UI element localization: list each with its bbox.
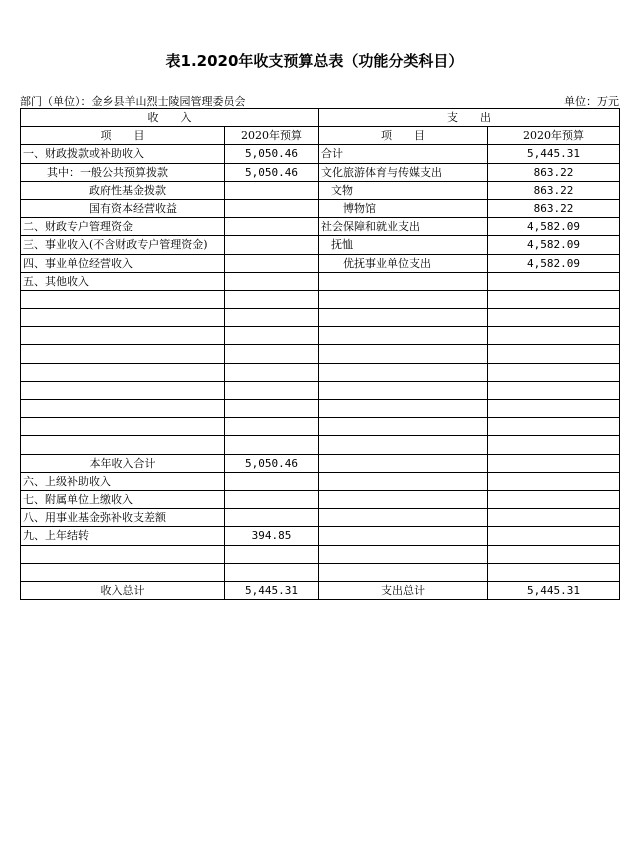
header-row-columns: [21, 127, 620, 145]
income-budget-cell: [225, 272, 319, 290]
expense-item-cell: [319, 509, 488, 527]
expense-item-cell: [319, 490, 488, 508]
income-budget-header: 2020年预算: [225, 127, 319, 145]
header-row-sections: [21, 109, 620, 127]
table-meta: [20, 93, 619, 109]
expense-item-cell: 抚恤: [319, 236, 488, 254]
expense-budget-cell: [488, 418, 620, 436]
expense-item-cell: [319, 436, 488, 454]
table-row: [21, 581, 620, 599]
table-row: [21, 490, 620, 508]
income-budget-cell: [225, 218, 319, 236]
income-budget-cell: [225, 400, 319, 418]
expense-item-cell: 博物馆: [319, 199, 488, 217]
income-item-cell: 九、上年结转: [21, 527, 225, 545]
income-item-cell: [21, 345, 225, 363]
expense-item-cell: 社会保障和就业支出: [319, 218, 488, 236]
expense-item-cell: 合计: [319, 145, 488, 163]
expense-item-cell: 优抚事业单位支出: [319, 254, 488, 272]
income-item-cell: [21, 309, 225, 327]
expense-budget-cell: [488, 309, 620, 327]
income-budget-cell: [225, 472, 319, 490]
income-item-cell: [21, 363, 225, 381]
expense-budget-cell: 863.22: [488, 181, 620, 199]
expense-item-cell: 文化旅游体育与传媒支出: [319, 163, 488, 181]
table-row: [21, 272, 620, 290]
income-budget-cell: [225, 254, 319, 272]
income-budget-cell: 5,050.46: [225, 454, 319, 472]
expense-budget-header: 2020年预算: [488, 127, 620, 145]
table-row: [21, 290, 620, 308]
expense-budget-cell: 863.22: [488, 163, 620, 181]
table-row: [21, 545, 620, 563]
table-row: [21, 381, 620, 399]
expense-budget-cell: 863.22: [488, 199, 620, 217]
income-budget-cell: 394.85: [225, 527, 319, 545]
expense-budget-cell: 4,582.09: [488, 254, 620, 272]
expense-item-cell: [319, 345, 488, 363]
expense-budget-cell: [488, 272, 620, 290]
income-item-cell: [21, 400, 225, 418]
expense-item-cell: [319, 527, 488, 545]
expense-item-cell: [319, 363, 488, 381]
income-item-cell: 一、财政拨款或补助收入: [21, 145, 225, 163]
income-item-cell: [21, 563, 225, 581]
income-item-cell: 国有资本经营收益: [21, 199, 225, 217]
table-row: [21, 327, 620, 345]
expense-budget-cell: [488, 454, 620, 472]
expense-budget-cell: 5,445.31: [488, 145, 620, 163]
table-row: [21, 163, 620, 181]
income-item-cell: 四、事业单位经营收入: [21, 254, 225, 272]
income-budget-cell: 5,050.46: [225, 145, 319, 163]
income-item-cell: 收入总计: [21, 581, 225, 599]
expense-item-cell: [319, 327, 488, 345]
table-row: [21, 218, 620, 236]
expense-budget-cell: [488, 363, 620, 381]
table-row: [21, 345, 620, 363]
income-item-cell: 六、上级补助收入: [21, 472, 225, 490]
expense-budget-cell: [488, 436, 620, 454]
expense-budget-cell: 4,582.09: [488, 236, 620, 254]
income-item-cell: [21, 327, 225, 345]
table-row: [21, 418, 620, 436]
expense-item-cell: [319, 545, 488, 563]
expense-budget-cell: [488, 527, 620, 545]
expense-budget-cell: [488, 509, 620, 527]
table-row: [21, 145, 620, 163]
income-item-cell: 八、用事业基金弥补收支差额: [21, 509, 225, 527]
income-budget-cell: 5,445.31: [225, 581, 319, 599]
expense-budget-cell: [488, 472, 620, 490]
income-item-cell: 五、其他收入: [21, 272, 225, 290]
expense-item-cell: [319, 290, 488, 308]
income-item-header: 项 目: [21, 127, 225, 145]
expense-budget-cell: 4,582.09: [488, 218, 620, 236]
income-budget-cell: [225, 181, 319, 199]
budget-table: [20, 108, 620, 600]
unit-label: 单位：万元: [564, 95, 619, 108]
income-budget-cell: [225, 290, 319, 308]
income-item-cell: [21, 418, 225, 436]
expense-budget-cell: [488, 545, 620, 563]
table-row: [21, 309, 620, 327]
expense-budget-cell: [488, 381, 620, 399]
table-row: [21, 563, 620, 581]
expense-item-cell: [319, 272, 488, 290]
table-row: [21, 436, 620, 454]
income-item-cell: 其中：一般公共预算拨款: [21, 163, 225, 181]
income-budget-cell: 5,050.46: [225, 163, 319, 181]
income-budget-cell: [225, 509, 319, 527]
income-item-cell: [21, 436, 225, 454]
income-budget-cell: [225, 418, 319, 436]
table-row: [21, 254, 620, 272]
table-row: [21, 199, 620, 217]
income-item-cell: [21, 545, 225, 563]
expense-item-header: 项 目: [319, 127, 488, 145]
income-budget-cell: [225, 490, 319, 508]
income-item-cell: 二、财政专户管理资金: [21, 218, 225, 236]
table-row: [21, 181, 620, 199]
expense-item-cell: [319, 309, 488, 327]
expense-budget-cell: [488, 400, 620, 418]
income-budget-cell: [225, 345, 319, 363]
table-row: [21, 236, 620, 254]
expense-item-cell: [319, 418, 488, 436]
table-row: [21, 472, 620, 490]
expense-item-cell: [319, 454, 488, 472]
expense-budget-cell: [488, 290, 620, 308]
income-item-cell: [21, 381, 225, 399]
expense-item-cell: [319, 472, 488, 490]
expense-item-cell: 文物: [319, 181, 488, 199]
expense-item-cell: [319, 381, 488, 399]
income-item-cell: [21, 290, 225, 308]
income-budget-cell: [225, 236, 319, 254]
page-title: 表1.2020年收支预算总表（功能分类科目）: [165, 52, 464, 70]
income-budget-cell: [225, 199, 319, 217]
income-item-cell: 本年收入合计: [21, 454, 225, 472]
income-header: 收 入: [21, 109, 319, 127]
income-item-cell: 三、事业收入(不含财政专户管理资金): [21, 236, 225, 254]
income-budget-cell: [225, 363, 319, 381]
expense-budget-cell: [488, 490, 620, 508]
income-budget-cell: [225, 309, 319, 327]
income-item-cell: 七、附属单位上缴收入: [21, 490, 225, 508]
expense-budget-cell: [488, 327, 620, 345]
table-row: [21, 454, 620, 472]
table-row: [21, 527, 620, 545]
expense-budget-cell: 5,445.31: [488, 581, 620, 599]
income-budget-cell: [225, 545, 319, 563]
income-budget-cell: [225, 436, 319, 454]
table-row: [21, 509, 620, 527]
department-label: 部门（单位）：金乡县羊山烈士陵园管理委员会: [20, 95, 246, 108]
expense-item-cell: [319, 563, 488, 581]
income-budget-cell: [225, 563, 319, 581]
expense-item-cell: 支出总计: [319, 581, 488, 599]
table-row: [21, 400, 620, 418]
income-item-cell: 政府性基金拨款: [21, 181, 225, 199]
expense-budget-cell: [488, 563, 620, 581]
expense-budget-cell: [488, 345, 620, 363]
expense-header: 支 出: [319, 109, 620, 127]
income-budget-cell: [225, 327, 319, 345]
table-row: [21, 363, 620, 381]
expense-item-cell: [319, 400, 488, 418]
income-budget-cell: [225, 381, 319, 399]
